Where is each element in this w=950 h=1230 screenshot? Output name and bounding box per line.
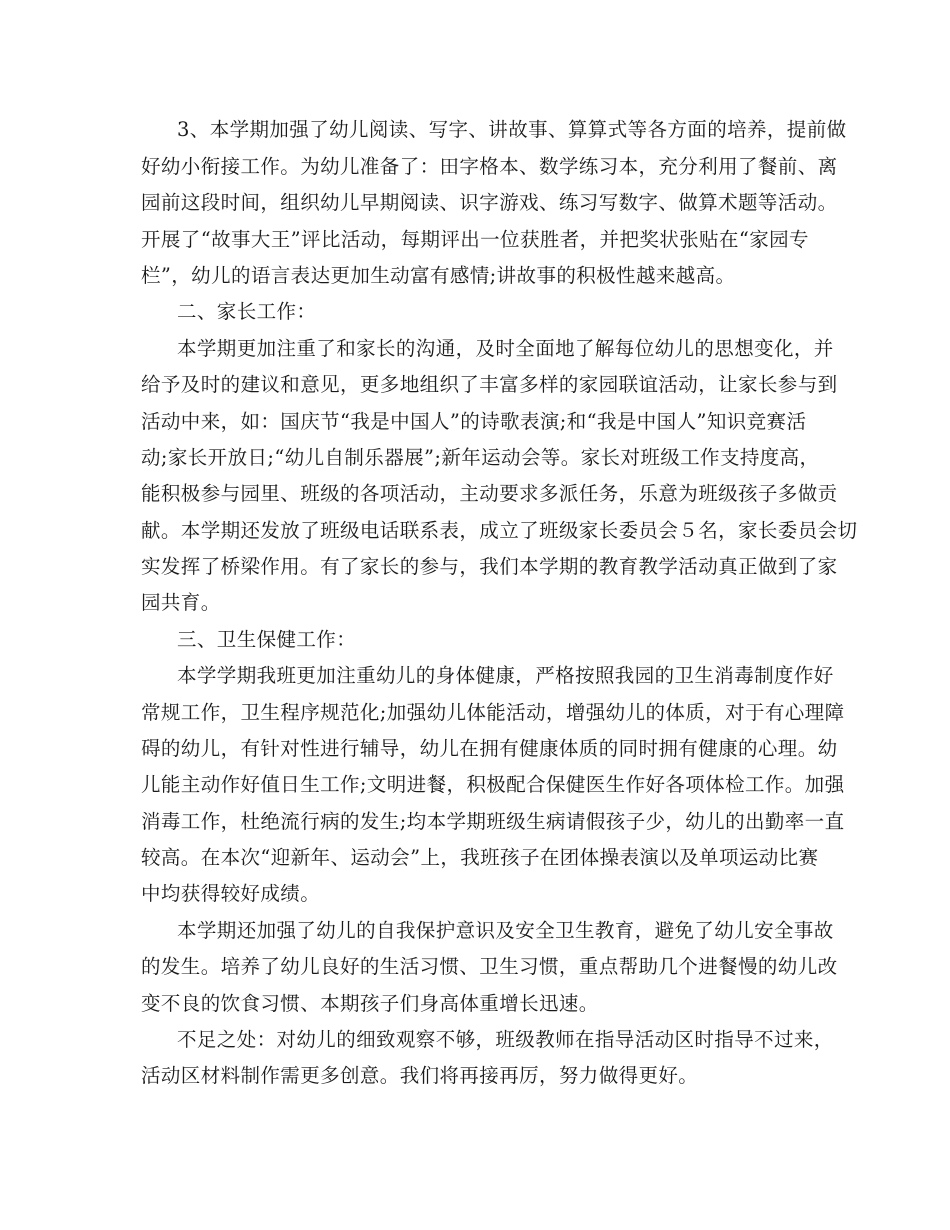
- text-line: 消毒工作，杜绝流行病的发生;均本学期班级生病请假孩子少，幼儿的出勤率一直: [141, 810, 845, 833]
- text-line: 本学学期我班更加注重幼儿的身体健康，严格按照我园的卫生消毒制度作好: [177, 664, 834, 687]
- text-line: 本学期更加注重了和家长的沟通，及时全面地了解每位幼儿的思想变化，并: [177, 337, 834, 360]
- text-line: 献。本学期还发放了班级电话联系表，成立了班级家长委员会５名，家长委员会切: [141, 519, 858, 542]
- text-line: 园共育。: [141, 591, 221, 614]
- text-line: 活动区材料制作需更多创意。我们将再接再厉，努力做得更好。: [141, 1064, 699, 1087]
- text-line: 开展了“故事大王”评比活动，每期评出一位获胜者，并把奖状张贴在“家园专: [141, 228, 809, 251]
- text-line: 给予及时的建议和意见，更多地组织了丰富多样的家园联谊活动，让家长参与到: [141, 373, 838, 396]
- section-heading: 二、家长工作：: [177, 300, 317, 323]
- text-line: 活动中来，如：国庆节“我是中国人”的诗歌表演;和“我是中国人”知识竞赛活: [141, 410, 807, 433]
- text-line: 儿能主动作好值日生工作;文明进餐，积极配合保健医生作好各项体检工作。加强: [141, 773, 845, 796]
- text-line: 园前这段时间，组织幼儿早期阅读、识字游戏、练习写数字、做算术题等活动。: [141, 191, 838, 214]
- text-line: 碍的幼儿，有针对性进行辅导，幼儿在拥有健康体质的同时拥有健康的心理。幼: [141, 737, 838, 760]
- text-line: 3、本学期加强了幼儿阅读、写字、讲故事、算算式等各方面的培养，提前做: [177, 118, 847, 141]
- section-heading: 三、卫生保健工作：: [177, 628, 357, 651]
- text-line: 的发生。培养了幼儿良好的生活习惯、卫生习惯，重点帮助几个进餐慢的幼儿改: [141, 955, 838, 978]
- text-line: 中均获得较好成绩。: [141, 882, 321, 905]
- text-line: 常规工作，卫生程序规范化;加强幼儿体能活动，增强幼儿的体质，对于有心理障: [141, 701, 845, 724]
- text-line: 动;家长开放日;“幼儿自制乐器展”;新年运动会等。家长对班级工作支持度高，: [141, 446, 820, 469]
- text-line: 变不良的饮食习惯、本期孩子们身高体重增长迅速。: [141, 992, 599, 1015]
- text-line: 不足之处：对幼儿的细致观察不够，班级教师在指导活动区时指导不过来，: [177, 1028, 834, 1051]
- text-line: 实发挥了桥梁作用。有了家长的参与，我们本学期的教育教学活动真正做到了家: [141, 555, 838, 578]
- text-line: 栏”，幼儿的语言表达更加生动富有感情;讲故事的积极性越来越高。: [141, 264, 736, 287]
- text-line: 较高。在本次“迎新年、运动会”上，我班孩子在团体操表演以及单项运动比赛: [141, 846, 819, 869]
- text-line: 能积极参与园里、班级的各项活动，主动要求多派任务，乐意为班级孩子多做贡: [141, 482, 838, 505]
- text-line: 本学期还加强了幼儿的自我保护意识及安全卫生教育，避免了幼儿安全事故: [177, 919, 834, 942]
- text-line: 好幼小衔接工作。为幼儿准备了：田字格本、数学练习本，充分利用了餐前、离: [141, 155, 838, 178]
